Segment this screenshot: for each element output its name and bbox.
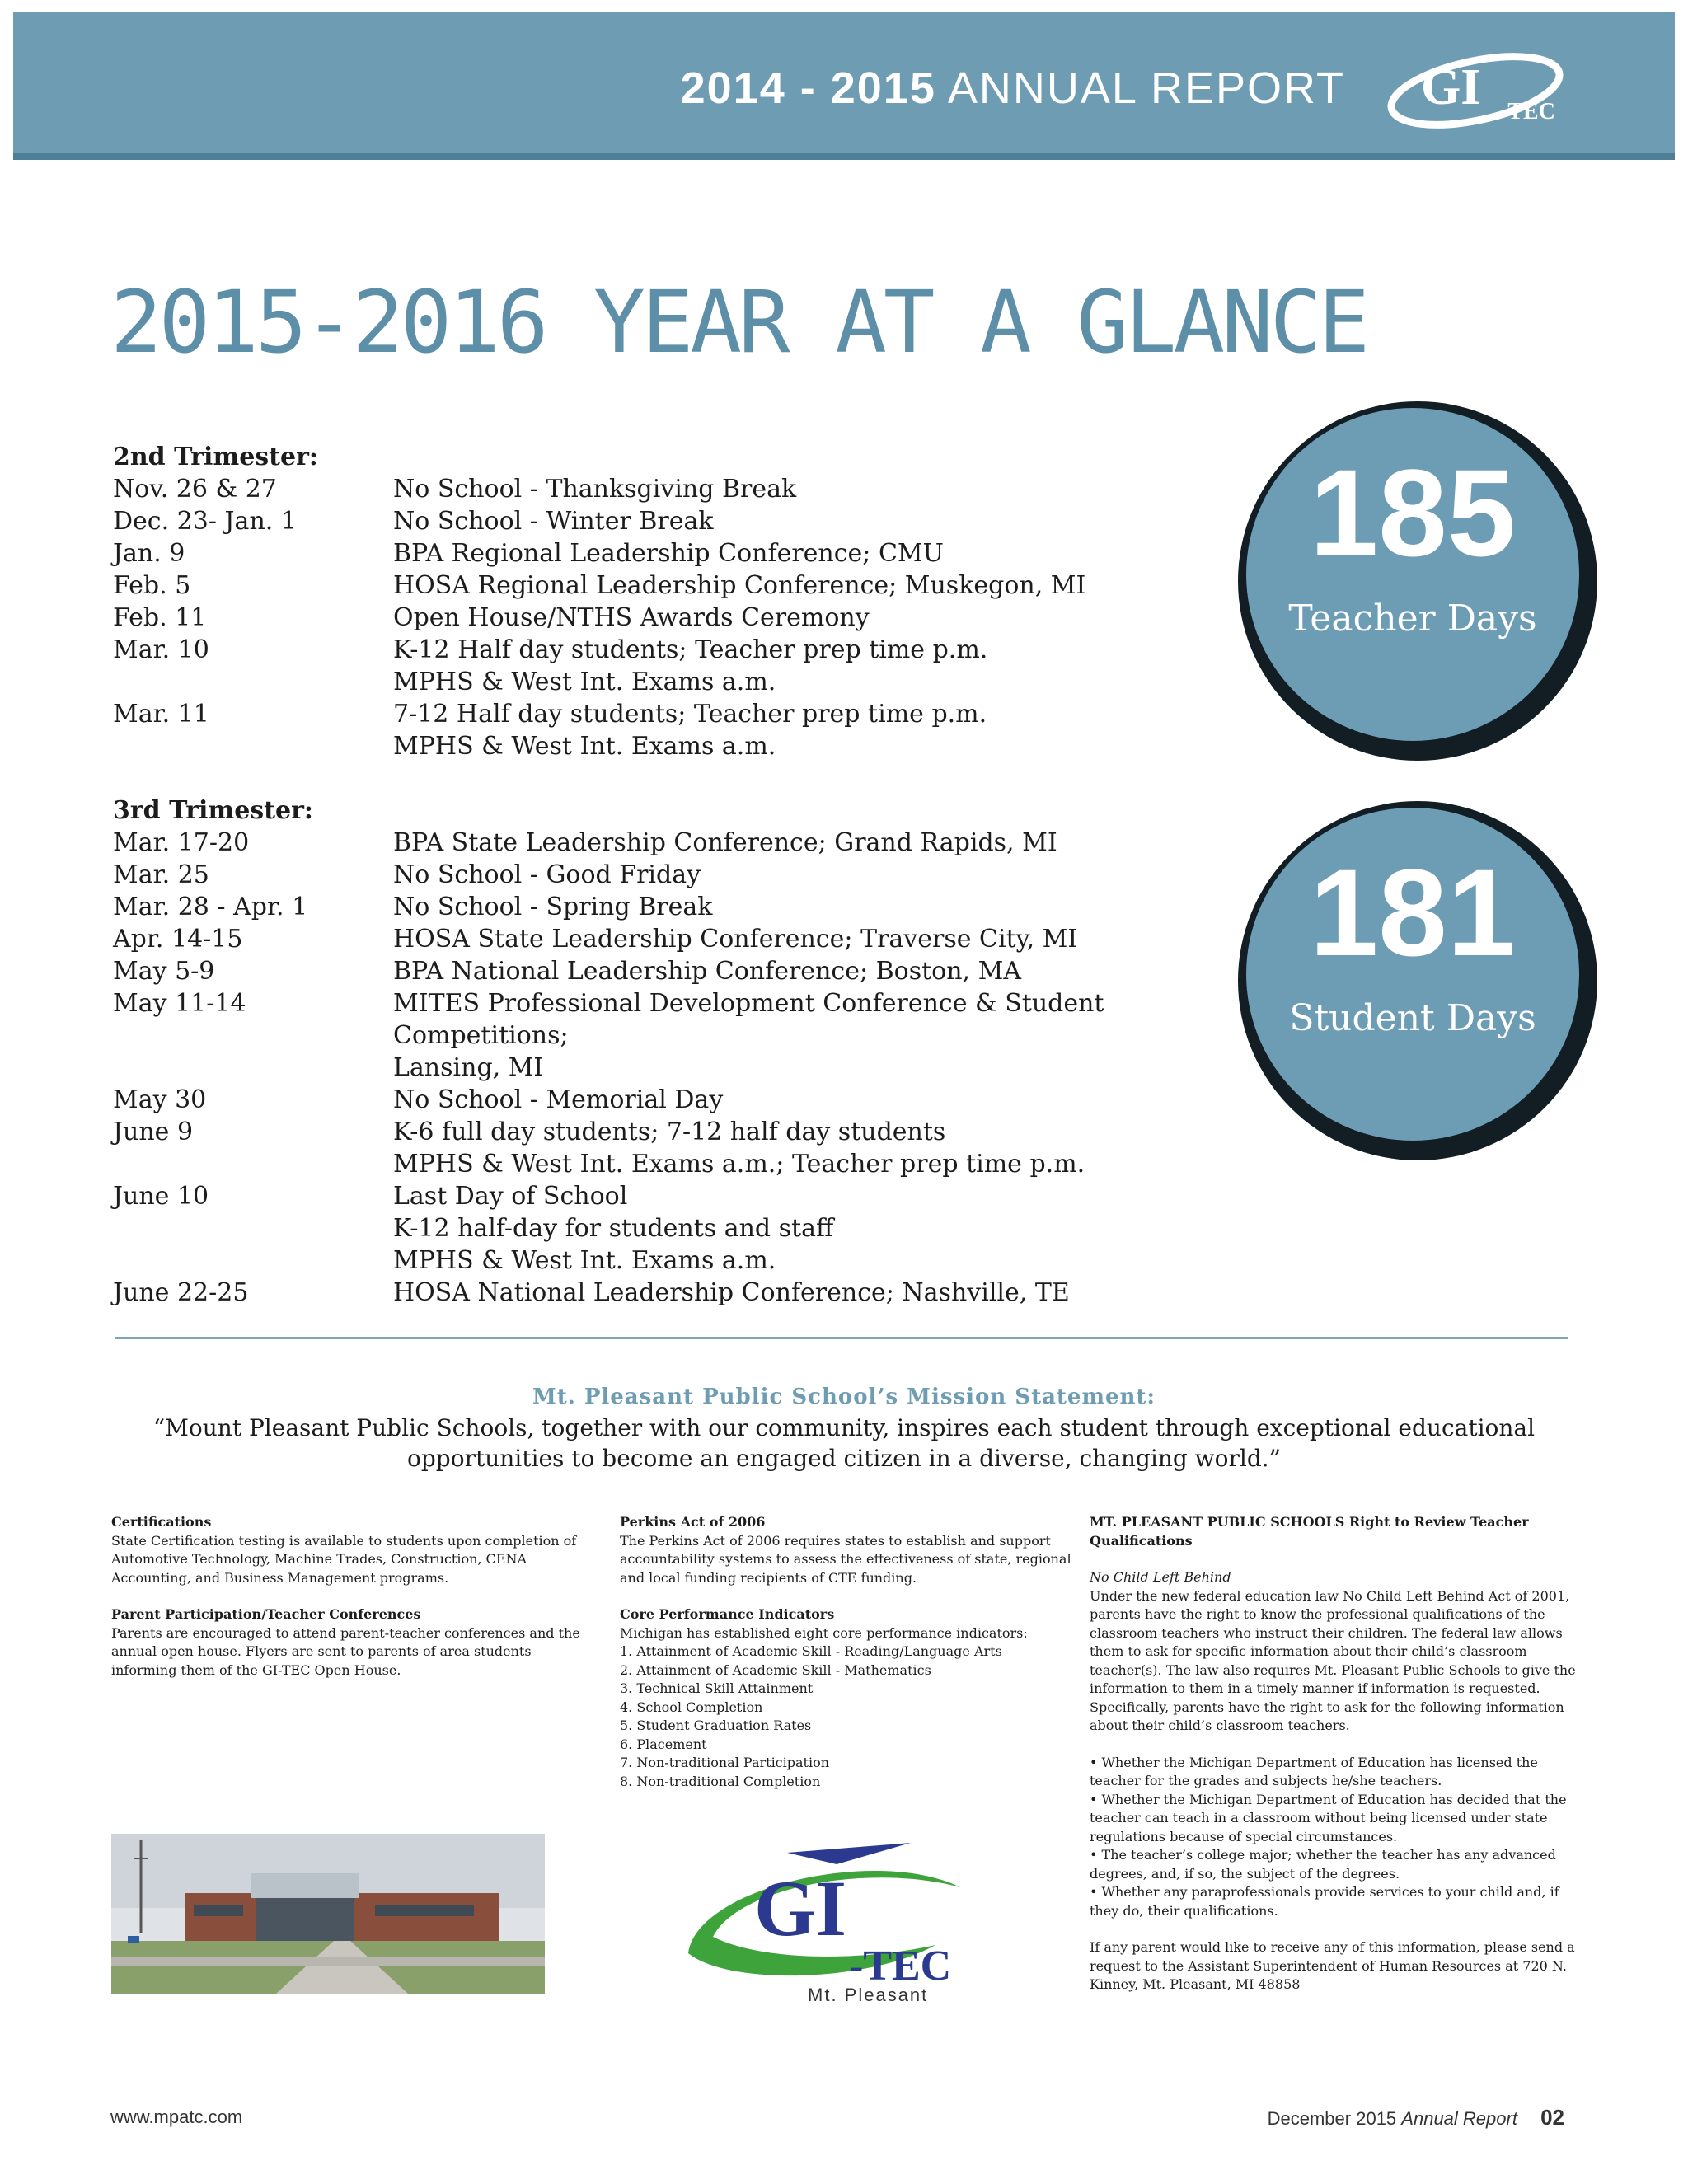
schedule-row (113, 698, 1226, 762)
event-text: MITES Professional Development Conference & Student Competitions; (393, 989, 1104, 1050)
schedule-row (113, 473, 1226, 505)
logo-bottom-letters: GI (754, 1864, 847, 1952)
event-text: Last Day of School (393, 1182, 628, 1211)
indicator-item: 2. Attainment of Academic Skill - Mathematics (620, 1661, 931, 1678)
perkins-text: The Perkins Act of 2006 requires states to establish and support accountability systems to assess the effectiveness of state, regional and local funding recipients of CTE funding. (620, 1532, 1071, 1586)
review-heading: MT. PLEASANT PUBLIC SCHOOLS Right to Review Teacher Qualifications (1090, 1514, 1529, 1549)
certifications-text: State Certification testing is available to students upon completion of Automotive Technology, Machine Trades, Construction, CENA Accounting, and Business Management programs. (111, 1532, 577, 1586)
schedule-row (113, 505, 1226, 537)
qualification-bullet: • The teacher’s college major; whether the teacher has any advanced degrees, and, if so, the subject of the degrees. (1090, 1847, 1556, 1882)
logo-bottom-subtitle: Mt. Pleasant (808, 1985, 929, 2003)
certifications-heading: Certifications (111, 1514, 212, 1530)
schedule-row (113, 569, 1226, 602)
school-building-photo (111, 1834, 545, 1994)
event-text: K-12 half-day for students and staff (393, 1214, 834, 1243)
qualification-bullet: • Whether the Michigan Department of Education has decided that the teacher can teach in a classroom without being licensed under state regulations because of special circumstances. (1090, 1791, 1567, 1844)
indicator-item: 7. Non-traditional Participation (620, 1755, 830, 1770)
page-title: 2015-2016 YEAR AT A GLANCE (110, 272, 1367, 373)
footer-publication: Annual Report (1401, 2108, 1517, 2129)
event-date: Dec. 23- Jan. 1 (113, 507, 297, 536)
section-divider (115, 1337, 1568, 1339)
right-column (1090, 1513, 1576, 1994)
event-text: BPA State Leadership Conference; Grand Rapids, MI (393, 828, 1057, 857)
request-info-text: If any parent would like to receive any of this information, please send a request to the Assistant Superintendent of Human Resources at 720 N. Kinney, Mt. Pleasant, MI 48858 (1090, 1939, 1575, 1992)
gitec-logo-top (1378, 40, 1576, 130)
event-text: 7-12 Half day students; Teacher prep time p.m. (393, 700, 987, 729)
footer-date: December 2015 (1267, 2108, 1397, 2129)
indicator-item: 8. Non-traditional Completion (620, 1773, 821, 1789)
event-date: May 30 (113, 1085, 207, 1114)
logo-top-tec: -TEC (1500, 99, 1555, 124)
event-text: HOSA Regional Leadership Conference; Muskegon, MI (393, 571, 1086, 600)
schedule-row (113, 1084, 1226, 1116)
schedule-row (113, 537, 1226, 569)
mission-text: “Mount Pleasant Public Schools, together with our community, inspires each student through exceptional educational opportunities to become an engaged citizen in a diverse, changing world.” (152, 1414, 1536, 1472)
event-date: Mar. 10 (113, 635, 209, 664)
event-date: Jan. 9 (113, 539, 185, 568)
event-text: BPA Regional Leadership Conference; CMU (393, 539, 944, 568)
schedule (113, 441, 1226, 1309)
event-text: No School - Memorial Day (393, 1085, 724, 1114)
event-text: K-12 Half day students; Teacher prep time p.m. (393, 635, 988, 664)
teacher-days-circle (1238, 401, 1597, 761)
event-date: Nov. 26 & 27 (113, 475, 277, 504)
conferences-heading: Parent Participation/Teacher Conferences (111, 1606, 421, 1622)
event-date: Feb. 5 (113, 571, 191, 600)
event-text: MPHS & West Int. Exams a.m.; Teacher prep time p.m. (393, 1150, 1085, 1179)
report-title (681, 63, 1345, 114)
student-days-circle (1238, 801, 1597, 1160)
event-date: May 5-9 (113, 957, 215, 986)
middle-column (620, 1513, 1077, 1791)
perkins-heading: Perkins Act of 2006 (620, 1514, 766, 1530)
event-date: June 10 (113, 1182, 209, 1211)
conferences-text: Parents are encouraged to attend parent-teacher conferences and the annual open house. Flyers are sent to parents of area students informing them of the GI-TEC Open House. (111, 1624, 580, 1678)
trimester-heading: 2nd Trimester: (113, 443, 318, 471)
nclb-intro: Under the new federal education law No Child Left Behind Act of 2001, parents have the right to know the professional qualifications of the classroom teachers who instruct their children. The federal law allows them to ask for specific information about their child’s classroom teacher(s). The law also requires Mt. Pleasant Public Schools to give the information to them in a timely manner if information is requested. Specifically, parents have the right to ask for the following information about their child’s classroom teachers. (1090, 1587, 1576, 1733)
indicator-item: 3. Technical Skill Attainment (620, 1680, 814, 1696)
schedule-row (113, 1116, 1226, 1180)
event-text: No School - Good Friday (393, 860, 701, 889)
event-date: Mar. 25 (113, 860, 209, 889)
event-text: No School - Winter Break (393, 507, 714, 536)
mission-title: Mt. Pleasant Public School’s Mission Statement: (532, 1385, 1156, 1409)
indicator-item: 1. Attainment of Academic Skill - Reading/Language Arts (620, 1643, 1002, 1659)
indicators-intro: Michigan has established eight core performance indicators: (620, 1624, 1028, 1641)
page-number: 02 (1540, 2105, 1564, 2130)
schedule-row (113, 955, 1226, 987)
trimester-heading: 3rd Trimester: (113, 796, 313, 825)
qualification-bullet: • Whether any paraprofessionals provide services to your child and, if they do, their qualifications. (1090, 1884, 1559, 1919)
schedule-row (113, 923, 1226, 955)
left-column (111, 1513, 598, 1680)
header-banner (13, 12, 1675, 160)
schedule-row (113, 827, 1226, 859)
schedule-row (113, 891, 1226, 923)
event-text: Lansing, MI (393, 1053, 544, 1082)
teacher-days-number: 185 (1309, 443, 1517, 582)
event-date: May 11-14 (113, 989, 246, 1018)
event-text: BPA National Leadership Conference; Boston, MA (393, 957, 1021, 986)
teacher-days-label: Teacher Days (1288, 598, 1537, 640)
event-text: MPHS & West Int. Exams a.m. (393, 1246, 776, 1275)
event-text: MPHS & West Int. Exams a.m. (393, 668, 776, 696)
schedule-row (113, 859, 1226, 891)
qualification-bullet: • Whether the Michigan Department of Education has licensed the teacher for the grades and subjects he/she teachers. (1090, 1754, 1538, 1788)
schedule-row (113, 1180, 1226, 1277)
logo-bottom-tec: -TEC (849, 1943, 952, 1990)
event-text: HOSA National Leadership Conference; Nashville, TE (393, 1278, 1070, 1307)
indicator-item: 4. School Completion (620, 1699, 763, 1715)
schedule-row (113, 634, 1226, 698)
logo-top-letters: GI (1421, 59, 1481, 115)
indicator-item: 5. Student Graduation Rates (620, 1718, 812, 1733)
indicators-heading: Core Performance Indicators (620, 1606, 835, 1622)
event-date: June 22-25 (113, 1278, 249, 1307)
indicator-item: 6. Placement (620, 1736, 707, 1752)
event-date: Mar. 11 (113, 700, 209, 729)
event-text: No School - Spring Break (393, 893, 713, 921)
schedule-row (113, 602, 1226, 634)
event-text: Open House/NTHS Awards Ceremony (393, 603, 870, 632)
gitec-logo-bottom (663, 1838, 1001, 2003)
student-days-label: Student Days (1289, 997, 1536, 1039)
event-text: No School - Thanksgiving Break (393, 475, 797, 504)
event-date: June 9 (113, 1118, 194, 1146)
footer-info (1268, 2105, 1564, 2130)
schedule-row (113, 1277, 1226, 1309)
report-years: 2014 - 2015 (680, 63, 936, 113)
event-date: Mar. 28 - Apr. 1 (113, 893, 308, 921)
report-label: ANNUAL REPORT (947, 63, 1345, 113)
banner-shade (13, 153, 1675, 160)
event-date: Feb. 11 (113, 603, 207, 632)
event-text: K-6 full day students; 7-12 half day students (393, 1118, 946, 1146)
footer-website[interactable]: www.mpatc.com (110, 2107, 243, 2127)
student-days-number: 181 (1309, 843, 1517, 982)
event-text: MPHS & West Int. Exams a.m. (393, 732, 776, 761)
event-text: HOSA State Leadership Conference; Traverse City, MI (393, 925, 1078, 954)
event-date: Mar. 17-20 (113, 828, 250, 857)
nclb-subheading: No Child Left Behind (1090, 1569, 1231, 1585)
schedule-row (113, 987, 1226, 1084)
event-date: Apr. 14-15 (113, 925, 243, 954)
